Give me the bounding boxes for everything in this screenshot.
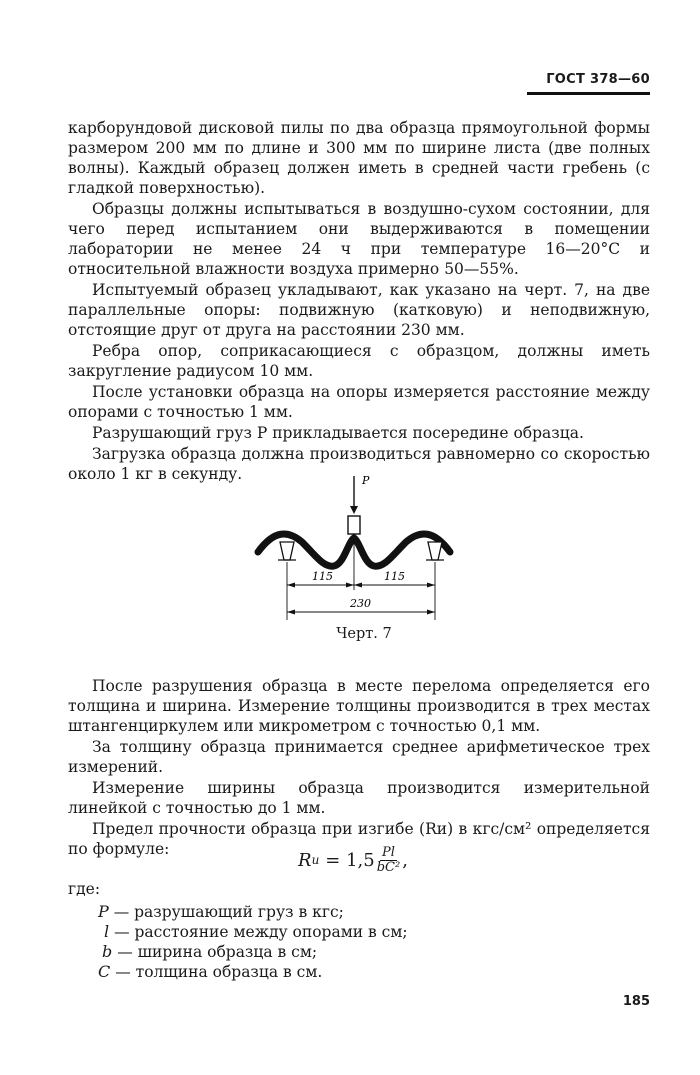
paragraph: После разрушения образца в месте перелома определяется его толщина и ширина. Измерение толщины производится в трех местах штангенциркулем или микрометром с точностью 0,1 мм. [68,677,650,735]
definition-symbol: P [98,902,109,921]
load-label: P [362,474,370,487]
dim-label-left: 115 [312,570,333,583]
formula-denominator: bC² [376,859,401,875]
paragraph: После установки образца на опоры измеряется расстояние между опорами с точностью 1 мм. [68,383,650,421]
formula-tail: , [402,849,408,871]
paragraph: Образцы должны испытываться в воздушно-сухом состоянии, для чего перед испытанием они выдерживаются в помещении лаборатории не менее 24 ч при температуре 16—20°С и относительной влажности воздуха примерно 50—55%. [68,200,650,278]
load-arrowhead [350,506,358,514]
formula-lhs-sub: и [311,853,320,867]
definition-row [98,942,408,962]
definition-text: — ширина образца в см; [117,943,318,961]
paragraph: Испытуемый образец укладывают, как указано на черт. 7, на две параллельные опоры: подвижную (катковую) и неподвижную, отстоящие друг от друга на расстоянии 230 мм. [68,281,650,339]
header-rule [527,92,650,95]
dim-arrow [427,610,435,615]
paragraph: Предел прочности образца при изгибе (Rи) в кгс/см² определяется по формуле: [68,820,650,858]
dim-arrow [427,583,435,588]
document-code: ГОСТ 378—60 [546,72,650,87]
left-support [280,542,294,560]
corrugated-sheet-diagram [254,470,474,620]
where-label: где: [68,880,101,898]
figure-7 [254,470,474,645]
paragraph: Разрушающий груз Р прикладывается посередине образца. [92,424,584,442]
definition-row [98,962,408,982]
paragraph: карборундовой дисковой пилы по два образца прямоугольной формы размером 200 мм по длине и 300 мм по ширине листа (две полных волны). Каждый образец должен иметь в средней части гребень (с гладкой поверхностью). [68,119,650,197]
body-text-bottom [68,676,650,859]
running-header [527,72,650,96]
formula-numerator: Pl [382,844,395,860]
dim-arrow [287,610,295,615]
paragraph: Загрузка образца должна производиться равномерно со скоростью около 1 кг в секунду. [68,445,650,483]
definition-row [98,922,408,942]
definition-text: — расстояние между опорами в см; [114,923,408,941]
figure-caption: Черт. 7 [336,626,392,642]
dim-arrow [354,583,362,588]
dim-label-right: 115 [384,570,405,583]
formula-lhs: R [298,849,312,871]
definition-symbol: l [104,922,110,941]
definition-text: — разрушающий груз в кгс; [113,903,344,921]
paragraph: Ребра опор, соприкасающиеся с образцом, должны иметь закругление радиусом 10 мм. [68,342,650,380]
definition-row [98,902,408,922]
dim-arrow [346,583,354,588]
formula-eq: = 1,5 [325,849,375,871]
right-support [428,542,442,560]
dim-label-total: 230 [350,597,371,610]
paragraph: Измерение ширины образца производится измерительной линейкой с точностью до 1 мм. [68,779,650,817]
strength-formula [298,840,408,880]
loading-block [348,516,360,534]
dim-arrow [287,583,295,588]
definitions-list [98,902,408,982]
page-number: 185 [622,994,650,1009]
definition-symbol: b [102,942,113,961]
formula-fraction [377,846,400,875]
definition-symbol: C [98,962,111,981]
definition-text: — толщина образца в см. [115,963,323,981]
body-text-top [68,118,650,484]
paragraph: За толщину образца принимается среднее арифметическое трех измерений. [68,738,650,776]
